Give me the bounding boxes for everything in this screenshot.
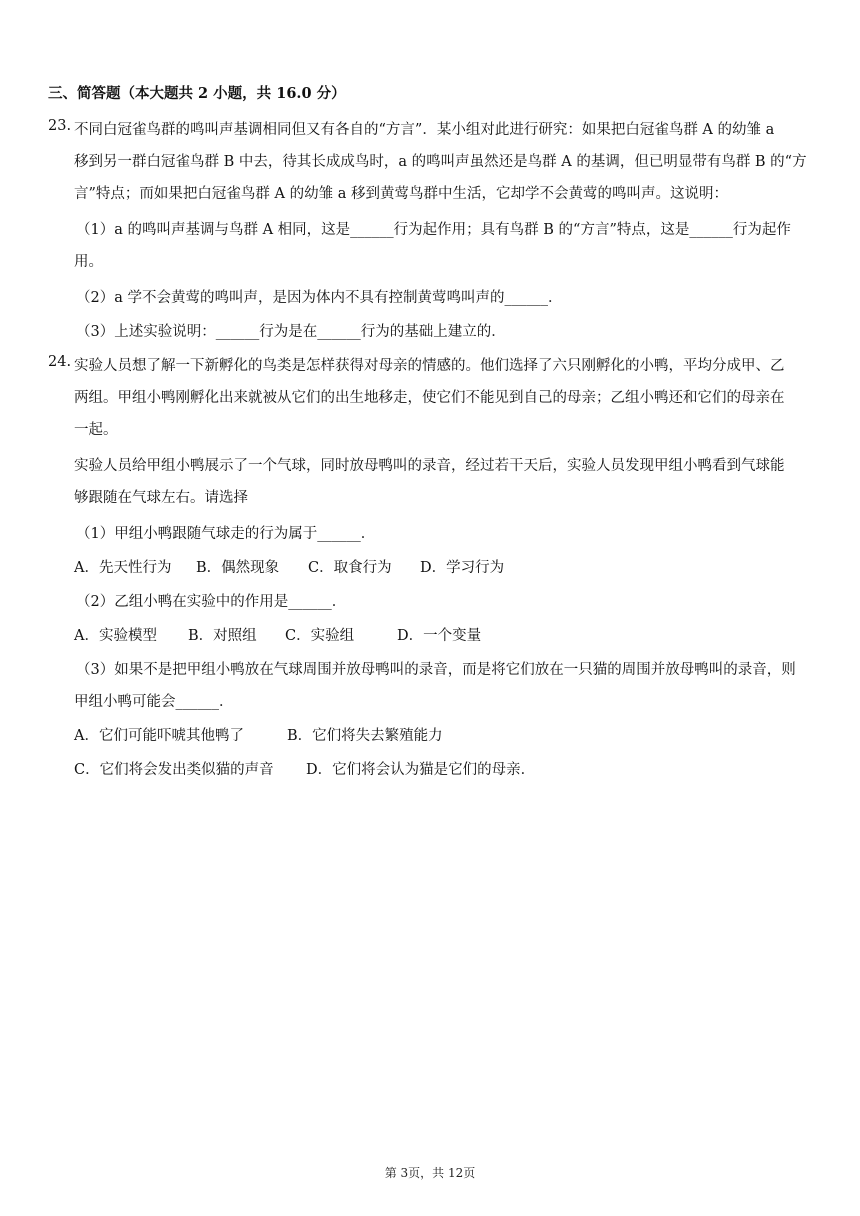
question-text-line: 够跟随在气球左右。请选择 — [74, 490, 248, 506]
sub-question-1: （1）甲组小鸭跟随气球走的行为属于______． — [76, 526, 376, 542]
option-d: D．学习行为 — [420, 560, 505, 576]
section-heading: 三、简答题（本大题共 2 小题，共 16.0 分） — [48, 85, 346, 102]
option-a: A．实验模型 — [74, 628, 157, 644]
question-number: 24. — [48, 354, 72, 370]
page-footer: 第 3页，共 12页 — [384, 1166, 476, 1180]
sub-question-2: （2）a 学不会黄莺的鸣叫声，是因为体内不具有控制黄莺鸣叫声的______． — [76, 290, 563, 306]
question-text-line: 两组。甲组小鸭刚孵化出来就被从它们的出生地移走，使它们不能见到自己的母亲；乙组小鸭还和它们的母亲在 — [74, 390, 785, 406]
question-text-line: 实验人员给甲组小鸭展示了一个气球，同时放母鸭叫的录音，经过若干天后，实验人员发现甲组小鸭看到气球能 — [74, 458, 785, 474]
option-b: B．它们将失去繁殖能力 — [287, 728, 443, 744]
question-number: 23. — [48, 118, 72, 134]
sub-question-1-continued: 用。 — [74, 254, 103, 270]
options-row-2 — [74, 624, 481, 645]
sub-question-1: （1）a 的鸣叫声基调与鸟群 A 相同，这是______行为起作用；具有鸟群 B 的“方言”特点，这是______行为起作 — [76, 222, 791, 238]
question-text-line: 实验人员想了解一下新孵化的鸟类是怎样获得对母亲的情感的。他们选择了六只刚孵化的小鸭，平均分成甲、乙 — [74, 358, 785, 374]
sub-question-3: （3）如果不是把甲组小鸭放在气球周围并放母鸭叫的录音，而是将它们放在一只猫的周围并放母鸭叫的录音，则 — [76, 662, 796, 678]
options-row-3 — [74, 724, 443, 745]
option-c: C．它们将会发出类似猫的声音 — [74, 762, 274, 778]
question-text-line: 不同白冠雀鸟群的鸣叫声基调相同但又有各自的“方言”．某小组对此进行研究：如果把白冠雀鸟群 A 的幼雏 a — [74, 122, 775, 138]
sub-question-3-continued: 甲组小鸭可能会______． — [74, 694, 234, 710]
question-text-line: 言”特点；而如果把白冠雀鸟群 A 的幼雏 a 移到黄莺鸟群中生活，它却学不会黄莺的鸣叫声。这说明： — [74, 186, 728, 202]
options-row-1 — [74, 556, 504, 577]
option-b: B．偶然现象 — [196, 560, 280, 576]
question-text-line: 移到另一群白冠雀鸟群 B 中去，待其长成成鸟时，a 的鸣叫声虽然还是鸟群 A 的基调，但已明显带有鸟群 B 的“方 — [74, 154, 807, 170]
option-a: A．它们可能吓唬其他鸭了 — [74, 728, 244, 744]
option-c: C．取食行为 — [308, 560, 392, 576]
sub-question-2: （2）乙组小鸭在实验中的作用是______． — [76, 594, 347, 610]
option-b: B．对照组 — [188, 628, 257, 644]
option-d: D．它们将会认为猫是它们的母亲． — [306, 762, 536, 778]
option-c: C．实验组 — [285, 628, 355, 644]
sub-question-3: （3）上述实验说明：______行为是在______行为的基础上建立的． — [76, 324, 506, 340]
option-d: D．一个变量 — [397, 628, 482, 644]
options-row-4 — [74, 758, 535, 779]
option-a: A．先天性行为 — [74, 560, 172, 576]
question-text-line: 一起。 — [74, 422, 118, 438]
